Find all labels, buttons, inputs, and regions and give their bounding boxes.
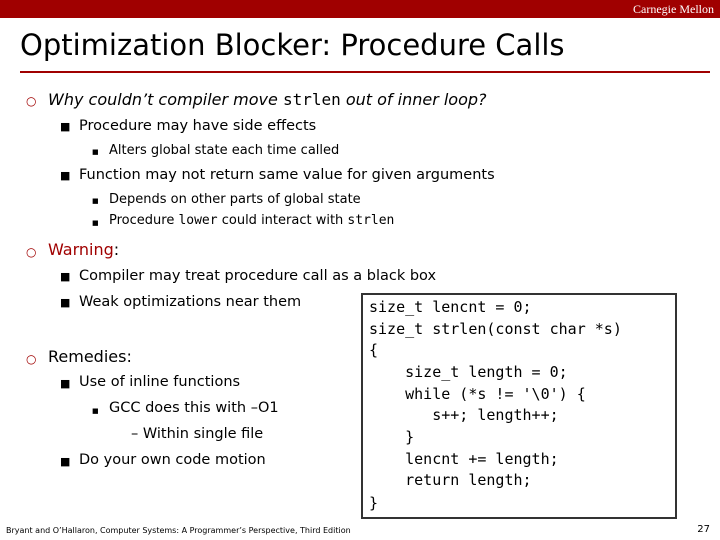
square-bullet-icon: ■ (60, 296, 71, 309)
code-box (361, 293, 677, 519)
depends-text: Depends on other parts of global state (109, 192, 361, 207)
inline-text: Use of inline functions (79, 374, 241, 390)
top-bar (0, 0, 720, 18)
interact-code-strlen: strlen (347, 213, 395, 228)
warning-colon: : (113, 240, 120, 259)
interact-text (109, 213, 394, 228)
code-line: size_t strlen(const char *s) (369, 320, 622, 338)
warning-label: Warning (48, 240, 114, 259)
square-bullet-icon: ■ (60, 169, 71, 182)
code-line: } (369, 494, 379, 512)
code-line: size_t lencnt = 0; (369, 298, 532, 316)
page-number: 27 (697, 524, 710, 535)
alters-text: Alters global state each time called (109, 143, 340, 158)
square-bullet-icon: ■ (60, 455, 71, 468)
weak-text: Weak optimizations near them (79, 294, 302, 310)
footer-citation: Bryant and O’Hallaron, Computer Systems: A Programmer’s Perspective, Third Edition (6, 526, 351, 535)
circle-bullet-icon: ○ (26, 352, 37, 366)
own-code-motion-text: Do your own code motion (79, 452, 266, 468)
code-line: while (*s != '\0') { (369, 385, 586, 403)
question-prefix: Why couldn’t compiler move (48, 90, 283, 109)
square-bullet-icon: ■ (60, 270, 71, 283)
single-file-text: – Within single file (131, 426, 264, 442)
title-rule (20, 71, 710, 73)
question-code: strlen (282, 90, 341, 109)
interact-middle: could interact with (217, 213, 348, 228)
code-line: { (369, 341, 379, 359)
brand-label: Carnegie Mellon (633, 2, 714, 16)
warning-heading (48, 240, 119, 259)
square-bullet-icon: ■ (60, 120, 71, 133)
circle-bullet-icon: ○ (26, 94, 37, 108)
square-bullet-icon: ■ (60, 377, 71, 390)
code-line: return length; (369, 471, 532, 489)
interact-prefix: Procedure (109, 213, 179, 228)
small-square-bullet-icon: ■ (92, 197, 99, 205)
small-square-bullet-icon: ■ (92, 407, 99, 415)
gcc-text: GCC does this with –O1 (109, 400, 279, 416)
question-suffix: out of inner loop? (340, 90, 487, 109)
treat-text: Compiler may treat procedure call as a black box (79, 268, 437, 284)
slide-title: Optimization Blocker: Procedure Calls (20, 28, 565, 62)
code-line: s++; length++; (369, 406, 559, 424)
circle-bullet-icon: ○ (26, 245, 37, 259)
side-effects-text: Procedure may have side effects (79, 118, 317, 134)
remedies-heading: Remedies: (48, 347, 132, 366)
small-square-bullet-icon: ■ (92, 219, 99, 227)
code-line: size_t length = 0; (369, 363, 568, 381)
interact-code-lower: lower (178, 213, 218, 228)
small-square-bullet-icon: ■ (92, 148, 99, 156)
not-same-text: Function may not return same value for given arguments (79, 167, 495, 183)
code-line: lencnt += length; (369, 450, 559, 468)
code-line: } (369, 428, 415, 446)
question-text (48, 90, 487, 109)
